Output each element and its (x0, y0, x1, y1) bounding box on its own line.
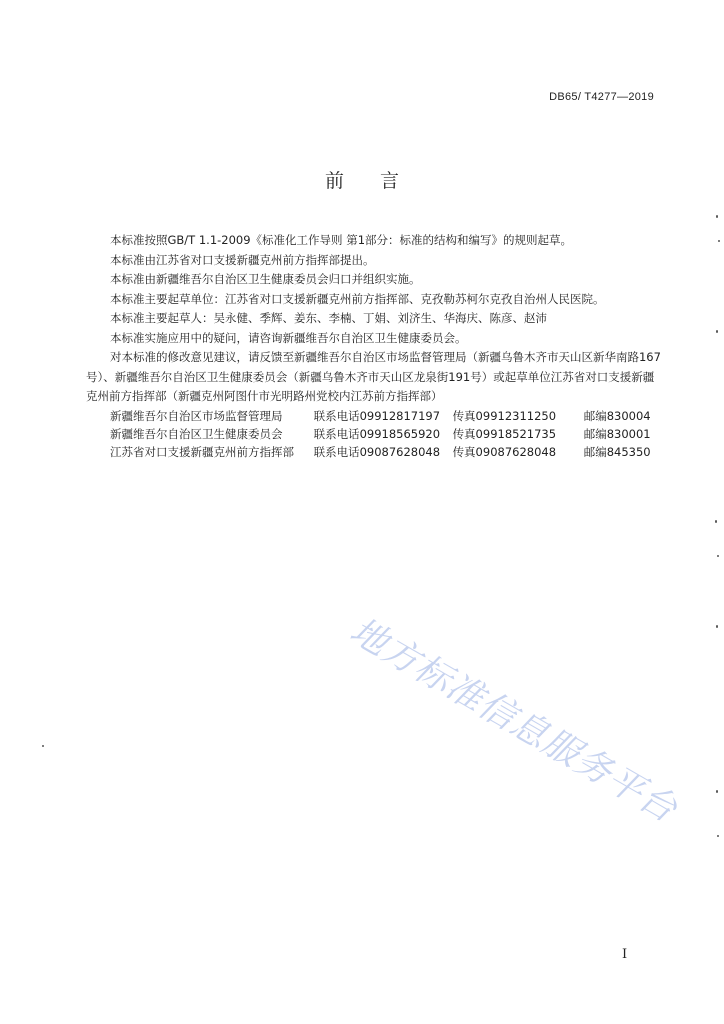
document-code: DB65/ T4277—2019 (549, 91, 654, 103)
foreword-body (86, 231, 662, 461)
page-title: 前言 (324, 170, 435, 192)
scan-speck (716, 625, 718, 628)
scan-speck (717, 555, 719, 557)
scan-speck (717, 835, 719, 837)
contact-org: 江苏省对口支援新疆克州前方指挥部 (110, 444, 294, 459)
contact-phone: 联系电话09912817197 (313, 408, 441, 423)
contact-phone: 联系电话09087628048 (313, 444, 441, 459)
contact-fax: 传真09087628048 (452, 444, 557, 459)
contact-postcode: 邮编845350 (583, 444, 651, 459)
scan-speck (716, 330, 718, 333)
paragraph-feedback: 对本标准的修改意见建议，请反馈至新疆维吾尔自治区市场监督管理局（新疆乌鲁木齐市天山区新华南路167号）、新疆维吾尔自治区卫生健康委员会（新疆乌鲁木齐市天山区龙泉街191号）或起草单位江苏省对口支援新疆克州前方指挥部（新疆克州阿图什市光明路州党校内江苏前方指挥部） (86, 350, 661, 403)
scan-speck (42, 745, 44, 747)
contact-org: 新疆维吾尔自治区卫生健康委员会 (110, 426, 283, 441)
contact-row (86, 425, 662, 443)
contact-phone: 联系电话09918565920 (313, 426, 441, 441)
paragraph-drafting-units: 本标准主要起草单位：江苏省对口支援新疆克州前方指挥部、克孜勒苏柯尔克孜自治州人民医院。 (110, 291, 605, 306)
contact-row (86, 407, 662, 425)
contact-row (86, 443, 662, 461)
contact-fax: 传真09912311250 (452, 408, 557, 423)
paragraph-inquiries: 本标准实施应用中的疑问，请咨询新疆维吾尔自治区卫生健康委员会。 (110, 330, 467, 345)
paragraph-drafting-rules: 本标准按照GB/T 1.1-2009《标准化工作导则 第1部分：标准的结构和编写》的规则起草。 (110, 233, 573, 247)
paragraph-administrator: 本标准由新疆维吾尔自治区卫生健康委员会归口并组织实施。 (110, 272, 421, 286)
contact-fax: 传真09918521735 (452, 426, 557, 441)
scan-speck (716, 790, 718, 793)
scan-speck (718, 240, 720, 242)
scan-speck (715, 520, 717, 523)
scan-speck (716, 215, 718, 218)
contact-org: 新疆维吾尔自治区市场监督管理局 (110, 408, 283, 423)
contact-list (86, 407, 662, 461)
page-number: I (622, 947, 628, 962)
watermark: 地方标准信息服务平台 (343, 610, 684, 831)
paragraph-proposer: 本标准由江苏省对口支援新疆克州前方指挥部提出。 (110, 252, 375, 267)
contact-postcode: 邮编830004 (583, 408, 651, 423)
paragraph-drafters: 本标准主要起草人：吴永健、季辉、姜东、李楠、丁娟、刘济生、华海庆、陈彦、赵沛 (110, 311, 547, 325)
contact-postcode: 邮编830001 (583, 426, 651, 441)
